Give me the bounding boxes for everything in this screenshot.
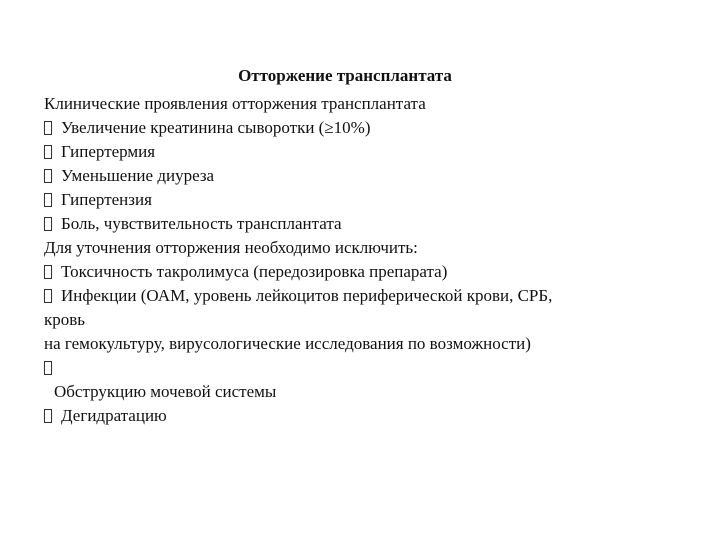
list-item	[44, 164, 704, 188]
list-item-bullet-only	[44, 356, 704, 380]
list-item-text: Токсичность такролимуса (передозировка препарата)	[61, 262, 448, 281]
exclude-heading: Для уточнения отторжения необходимо исключить:	[44, 238, 418, 257]
list-item	[44, 116, 704, 140]
missing-glyph-icon	[44, 193, 52, 207]
list-item	[44, 260, 704, 284]
list-item-text: Дегидратацию	[61, 406, 167, 425]
slide-body	[44, 92, 704, 428]
list-item	[44, 140, 704, 164]
missing-glyph-icon	[44, 361, 52, 375]
missing-glyph-icon	[44, 145, 52, 159]
list-item	[44, 284, 704, 308]
list-item	[44, 212, 704, 236]
list-item	[44, 188, 704, 212]
missing-glyph-icon	[44, 217, 52, 231]
list-item-text: Гипертермия	[61, 142, 156, 161]
list-item-continuation: на гемокультуру, вирусологические исследования по возможности)	[44, 334, 531, 353]
list-item-text: Гипертензия	[61, 190, 152, 209]
missing-glyph-icon	[44, 121, 52, 135]
list-item-text: Увеличение креатинина сыворотки (≥10%)	[61, 118, 371, 137]
missing-glyph-icon	[44, 265, 52, 279]
missing-glyph-icon	[44, 169, 52, 183]
list-item-text: Боль, чувствительность трансплантата	[61, 214, 342, 233]
list-item-text: Уменьшение диуреза	[61, 166, 215, 185]
page-title: Отторжение трансплантата	[238, 66, 452, 85]
clinical-heading: Клинические проявления отторжения трансплантата	[44, 94, 426, 113]
list-item	[44, 404, 704, 428]
list-item-continuation: кровь	[44, 310, 86, 329]
missing-glyph-icon	[44, 289, 52, 303]
list-item-text: Обструкцию мочевой системы	[54, 382, 277, 401]
missing-glyph-icon	[44, 409, 52, 423]
list-item-text: Инфекции (ОАМ, уровень лейкоцитов периферической крови, СРБ,	[61, 286, 553, 305]
